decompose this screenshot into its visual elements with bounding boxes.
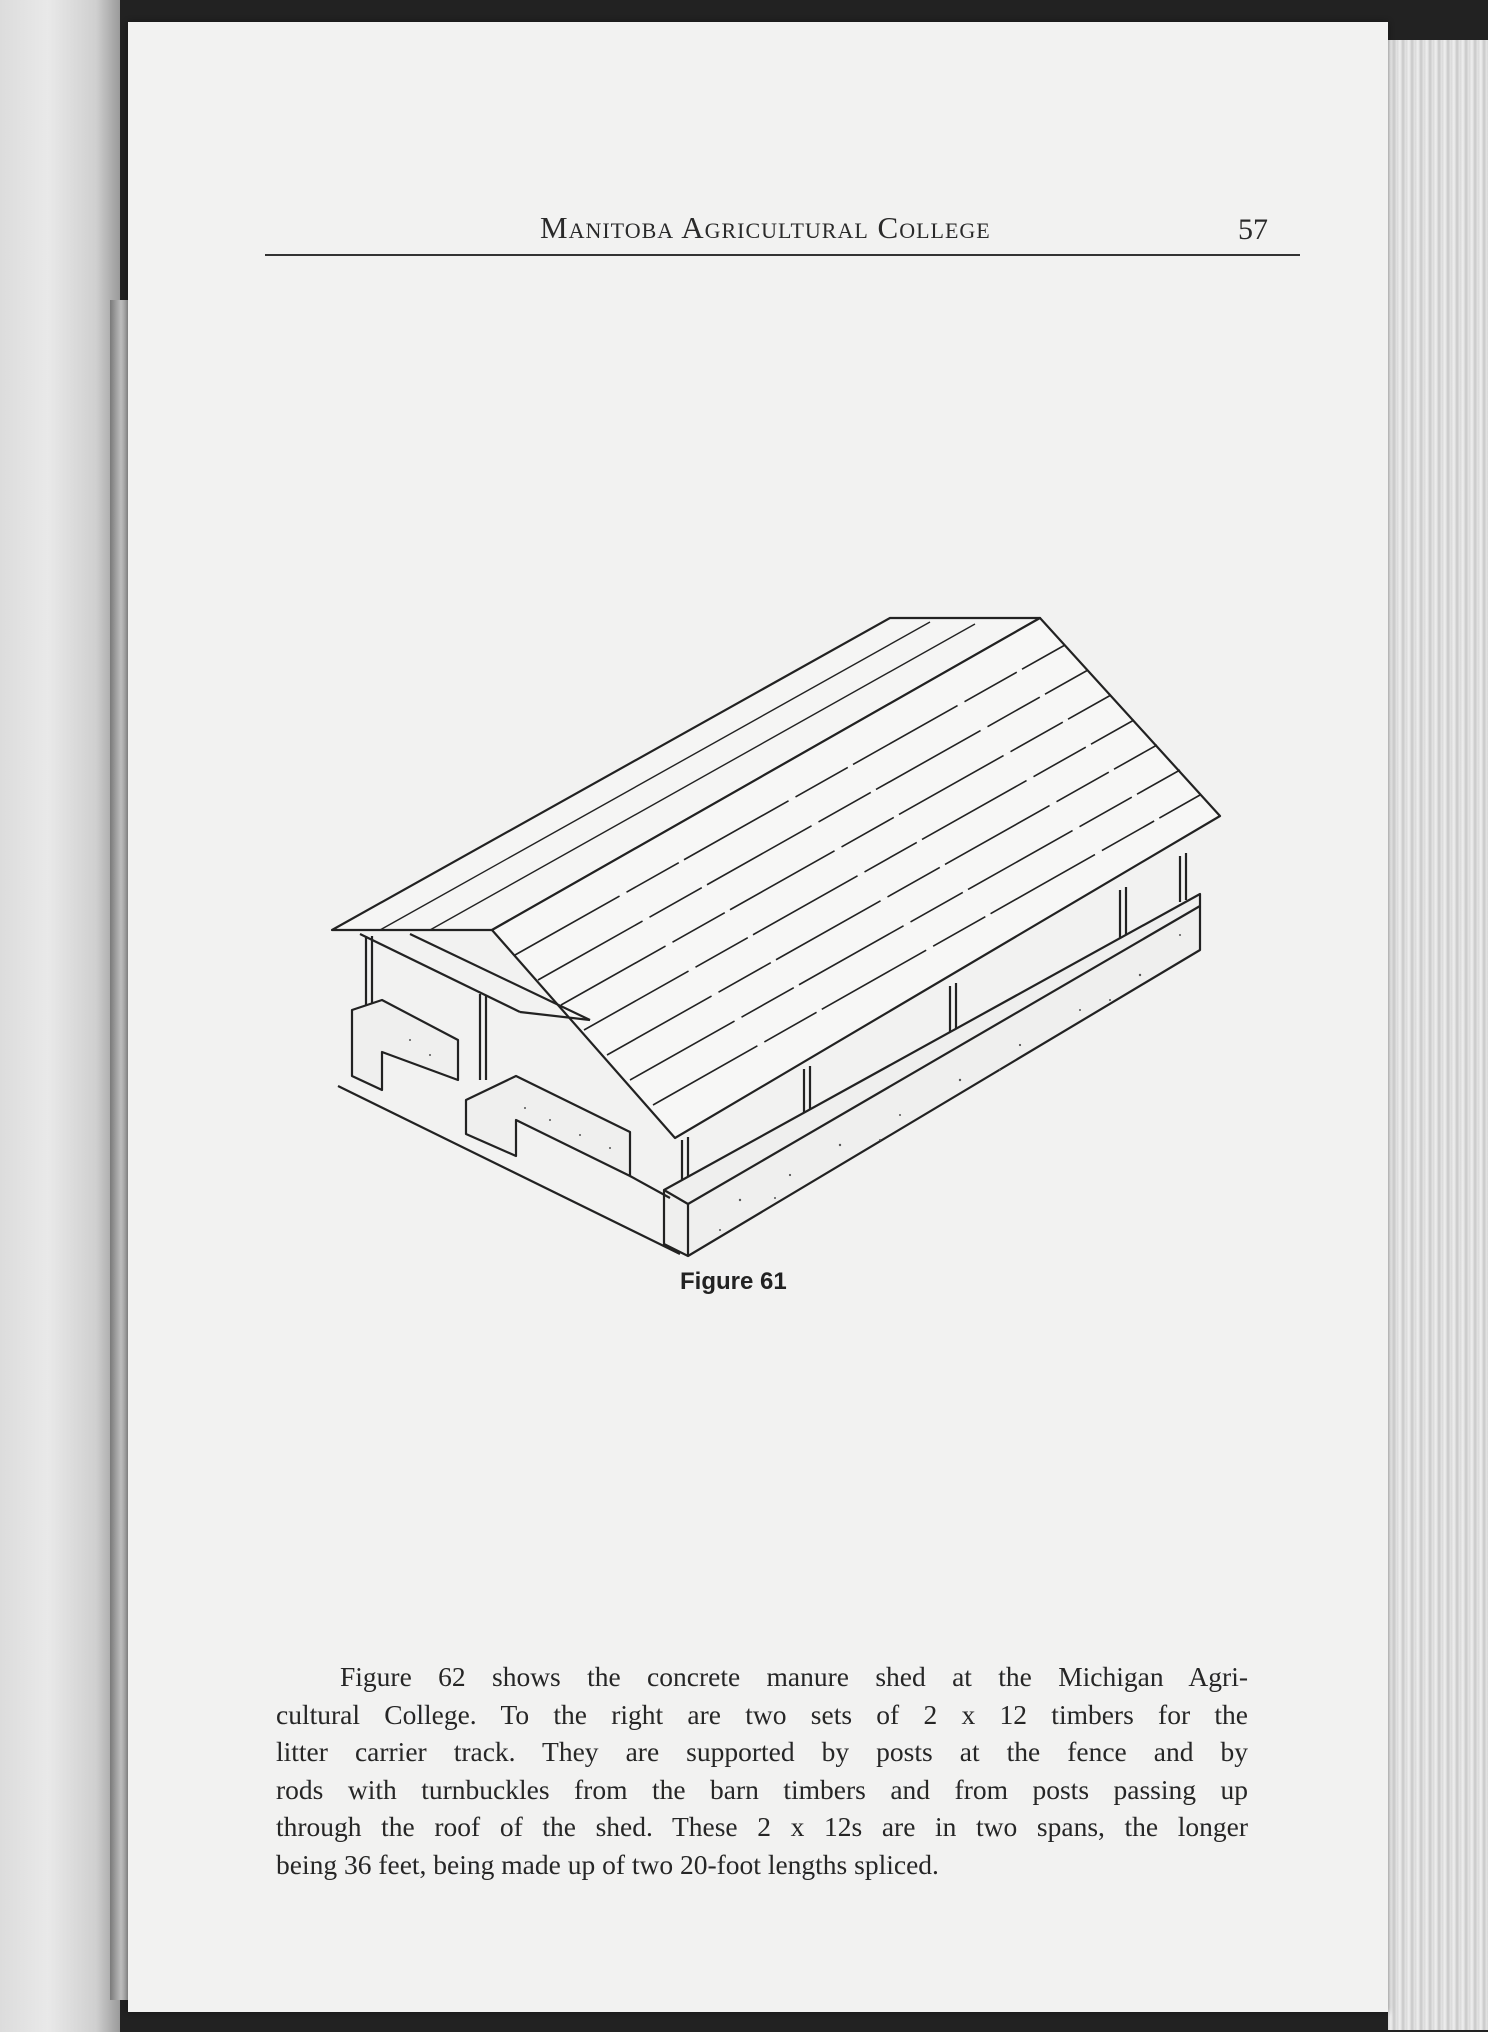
body-paragraph [276,1658,1248,1883]
paragraph-line: through the roof of the shed. These 2 x 12s are in two spans, the longer [276,1811,1248,1842]
page-number: 57 [1238,213,1268,246]
manure-shed-illustration [320,600,1240,1260]
paragraph-line: being 36 feet, being made up of two 20-foot lengths spliced. [276,1848,939,1880]
running-head: Manitoba Agricultural College [540,210,991,245]
paragraph-line: litter carrier track. They are supported by posts at the fence and by [276,1736,1248,1767]
facing-page-edge [0,0,120,2032]
end-wall-back [352,1000,458,1090]
header-rule [265,254,1300,256]
paragraph-line: Figure 62 shows the concrete manure shed at the Michigan Agri- [340,1661,1248,1692]
figure-caption: Figure 61 [680,1268,787,1295]
paragraph-line: cultural College. To the right are two sets of 2 x 12 timbers for the [276,1698,1248,1730]
page-stack-edge [1388,40,1488,2030]
paragraph-line: rods with turnbuckles from the barn timbers and from posts passing up [276,1773,1248,1805]
